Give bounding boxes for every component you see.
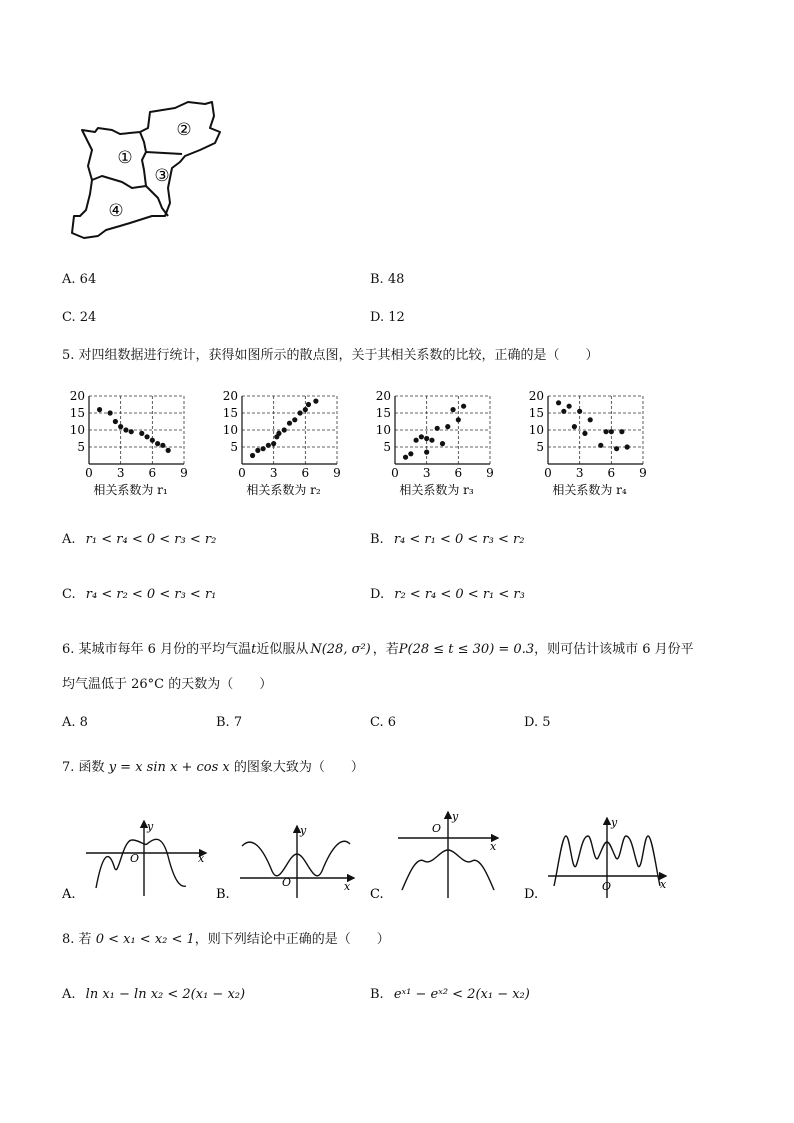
scatter-point	[118, 424, 123, 429]
option-letter: A.	[62, 532, 76, 547]
scatter-point	[276, 431, 281, 436]
q7-graphs	[62, 806, 682, 910]
q7-c-x-label: x	[490, 840, 497, 853]
scatter-point	[266, 443, 271, 448]
scatter-point	[588, 417, 593, 422]
x-tick-label: 9	[639, 466, 647, 480]
q7-option-c[interactable]: C.	[370, 887, 384, 902]
q7-text-a: 7. 函数	[62, 760, 105, 775]
y-tick-label: 10	[375, 423, 391, 437]
y-tick-label: 15	[528, 406, 544, 420]
scatter-point	[614, 446, 619, 451]
q8-condition: 0 < x₁ < x₂ < 1	[95, 932, 195, 947]
q5-stem: 5. 对四组数据进行统计，获得如图所示的散点图，关于其相关系数的比较，正确的是（ ）	[62, 348, 599, 363]
q7-option-d[interactable]: D.	[524, 887, 539, 902]
q7-d-y-label: y	[611, 816, 618, 829]
y-tick-label: 10	[528, 423, 544, 437]
option-letter: C.	[62, 587, 76, 602]
scatter-plot-2	[223, 389, 341, 497]
q7-option-a[interactable]: A.	[62, 887, 76, 902]
y-tick-label: 20	[69, 389, 85, 403]
x-tick-label: 3	[575, 466, 584, 480]
y-tick-label: 20	[528, 389, 544, 403]
x-tick-label: 3	[269, 466, 278, 480]
scatter-point	[619, 429, 624, 434]
q8-text-b: ，则下列结论中正确的是（ ）	[194, 932, 390, 947]
option-text: 7	[233, 715, 243, 730]
q7-a-y-label: y	[147, 820, 154, 833]
scatter-point	[113, 419, 118, 424]
q6-option-c[interactable]	[370, 715, 396, 731]
q7-b-origin: O	[282, 876, 292, 889]
x-tick-label: 9	[486, 466, 494, 480]
q7-a-origin: O	[130, 852, 140, 865]
x-tick-label: 6	[454, 466, 463, 480]
scatter-plots	[62, 388, 662, 503]
option-text: r₄ < r₁ < 0 < r₃ < r₂	[393, 532, 525, 547]
y-tick-label: 10	[222, 423, 238, 437]
q8-option-a[interactable]	[62, 987, 245, 1003]
scatter-point	[440, 441, 445, 446]
q6-text-a: 6. 某城市每年 6 月份的平均气温	[62, 642, 252, 657]
region-label-2: ②	[176, 120, 192, 140]
option-text: eˣ¹ − eˣ² < 2(x₁ − x₂)	[393, 987, 530, 1002]
q4-option-d[interactable]	[370, 310, 405, 326]
scatter-point	[166, 448, 171, 453]
plot-caption: 相关系数为 r₁	[93, 483, 168, 497]
plot-caption: 相关系数为 r₄	[552, 483, 627, 497]
scatter-point	[313, 399, 318, 404]
q6-option-d[interactable]	[524, 715, 551, 731]
scatter-point	[445, 424, 450, 429]
x-tick-label: 0	[391, 466, 399, 480]
map-border-1-4	[92, 176, 146, 188]
q5-option-b[interactable]	[370, 532, 524, 548]
scatter-point	[287, 421, 292, 426]
scatter-point	[261, 446, 266, 451]
q6-dist: N(28, σ²)	[310, 642, 371, 657]
scatter-point	[160, 443, 165, 448]
option-text: 64	[79, 272, 97, 287]
q7-a-x-label: x	[198, 852, 205, 865]
q5-option-a[interactable]	[62, 532, 216, 548]
option-letter: B.	[216, 715, 230, 730]
y-tick-label: 15	[222, 406, 238, 420]
q7-formula: y = x sin x + cos x	[108, 760, 230, 775]
option-letter: D.	[524, 715, 539, 730]
scatter-point	[450, 407, 455, 412]
y-tick-label: 5	[77, 440, 85, 454]
x-tick-label: 9	[333, 466, 341, 480]
option-text: 5	[542, 715, 551, 730]
y-tick-label: 20	[375, 389, 391, 403]
option-letter: C.	[62, 310, 76, 325]
scatter-point	[306, 402, 311, 407]
q7-graph-b	[240, 826, 354, 898]
option-text: 12	[388, 310, 405, 325]
x-tick-label: 6	[148, 466, 157, 480]
y-tick-label: 5	[230, 440, 238, 454]
q6-option-a[interactable]	[62, 715, 88, 731]
q6-text-b: 近似服从	[256, 642, 309, 657]
option-text: 6	[387, 715, 397, 730]
q4-option-b[interactable]	[370, 272, 404, 288]
scatter-point	[625, 444, 630, 449]
scatter-point	[424, 436, 429, 441]
scatter-point	[609, 429, 614, 434]
q7-stem	[62, 760, 364, 776]
x-tick-label: 6	[607, 466, 616, 480]
y-tick-label: 15	[375, 406, 391, 420]
x-tick-label: 6	[301, 466, 310, 480]
scatter-point	[603, 429, 608, 434]
q7-option-b[interactable]: B.	[216, 887, 230, 902]
q4-option-a[interactable]	[62, 272, 96, 288]
scatter-point	[123, 427, 128, 432]
option-letter: D.	[370, 310, 385, 325]
q7-b-x-label: x	[344, 880, 351, 893]
scatter-point	[255, 448, 260, 453]
q5-option-c[interactable]	[62, 587, 216, 603]
scatter-point	[598, 443, 603, 448]
scatter-point	[419, 434, 424, 439]
q7-c-origin: O	[432, 822, 442, 835]
q7-b-y-label: y	[300, 824, 307, 837]
option-letter: B.	[370, 987, 384, 1002]
option-text: 8	[79, 715, 88, 730]
scatter-point	[403, 455, 408, 460]
scatter-point	[297, 410, 302, 415]
scatter-point	[424, 450, 429, 455]
scatter-point	[303, 407, 308, 412]
scatter-point	[150, 438, 155, 443]
scatter-point	[577, 409, 582, 414]
option-letter: A.	[62, 715, 76, 730]
scatter-point	[282, 427, 287, 432]
x-tick-label: 9	[180, 466, 188, 480]
scatter-point	[461, 404, 466, 409]
scatter-point	[271, 441, 276, 446]
scatter-point	[567, 404, 572, 409]
q5-scatter-row	[62, 388, 662, 507]
scatter-point	[144, 434, 149, 439]
y-tick-label: 15	[69, 406, 85, 420]
plot-caption: 相关系数为 r₂	[246, 483, 321, 497]
y-tick-label: 20	[222, 389, 238, 403]
option-letter: B.	[370, 532, 384, 547]
q4-option-c[interactable]	[62, 310, 96, 326]
option-letter: A.	[62, 272, 76, 287]
y-tick-label: 5	[536, 440, 544, 454]
plot-caption: 相关系数为 r₃	[399, 483, 474, 497]
scatter-point	[139, 431, 144, 436]
scatter-point	[456, 417, 461, 422]
option-letter: B.	[370, 272, 384, 287]
region-map-figure	[70, 98, 225, 246]
scatter-point	[408, 451, 413, 456]
x-tick-label: 0	[238, 466, 246, 480]
x-tick-label: 3	[422, 466, 431, 480]
q7-text-b: 的图象大致为（ ）	[233, 760, 364, 775]
y-tick-label: 10	[69, 423, 85, 437]
x-tick-label: 0	[544, 466, 552, 480]
q6-stem-line2: 均气温低于 26°C 的天数为（ ）	[62, 677, 273, 692]
option-text: r₂ < r₄ < 0 < r₁ < r₃	[394, 587, 525, 602]
q8-option-b[interactable]	[370, 987, 530, 1003]
q8-text-a: 8. 若	[62, 932, 92, 947]
scatter-point	[572, 424, 577, 429]
option-letter: C.	[370, 715, 384, 730]
q6-text-c: ，若	[372, 642, 399, 657]
scatter-point	[108, 410, 113, 415]
region-label-1: ①	[117, 148, 133, 168]
scatter-point	[435, 426, 440, 431]
option-letter: A.	[62, 987, 76, 1002]
scatter-point	[97, 407, 102, 412]
q5-option-d[interactable]	[370, 587, 525, 603]
q8-stem	[62, 932, 390, 948]
scatter-point	[414, 438, 419, 443]
q6-text-d: ，则可估计该城市 6 月份平	[534, 642, 694, 657]
x-tick-label: 0	[85, 466, 93, 480]
scatter-point	[561, 409, 566, 414]
scatter-plot-3	[376, 389, 494, 497]
option-text: r₁ < r₄ < 0 < r₃ < r₂	[85, 532, 217, 547]
x-tick-label: 3	[116, 466, 125, 480]
scatter-point	[155, 441, 160, 446]
scatter-point	[129, 429, 134, 434]
q7-d-origin: O	[602, 880, 612, 893]
scatter-point	[556, 400, 561, 405]
q7-graph-c	[398, 812, 498, 898]
scatter-plot-4	[529, 389, 647, 497]
q6-option-b[interactable]	[216, 715, 242, 731]
scatter-point	[429, 438, 434, 443]
region-map-svg	[70, 98, 225, 246]
q7-d-x-label: x	[660, 878, 667, 891]
region-label-4: ④	[108, 201, 124, 221]
scatter-point	[292, 417, 297, 422]
y-tick-label: 5	[383, 440, 391, 454]
q7-graph-row	[62, 806, 682, 906]
option-text: ln x₁ − ln x₂ < 2(x₁ − x₂)	[85, 987, 246, 1002]
q6-stem-line1	[62, 642, 694, 658]
option-text: 48	[387, 272, 405, 287]
region-label-3: ③	[154, 166, 170, 186]
option-text: r₄ < r₂ < 0 < r₃ < r₁	[85, 587, 217, 602]
q6-prob: P(28 ≤ t ≤ 30) = 0.3	[398, 642, 535, 657]
option-text: 24	[79, 310, 97, 325]
scatter-point	[582, 431, 587, 436]
scatter-point	[250, 453, 255, 458]
q6-var: t	[251, 642, 257, 657]
scatter-plot-1	[70, 389, 188, 497]
option-letter: D.	[370, 587, 385, 602]
q7-c-y-label: y	[452, 810, 459, 823]
map-outline	[72, 102, 220, 238]
q7-graph-a	[86, 821, 206, 896]
